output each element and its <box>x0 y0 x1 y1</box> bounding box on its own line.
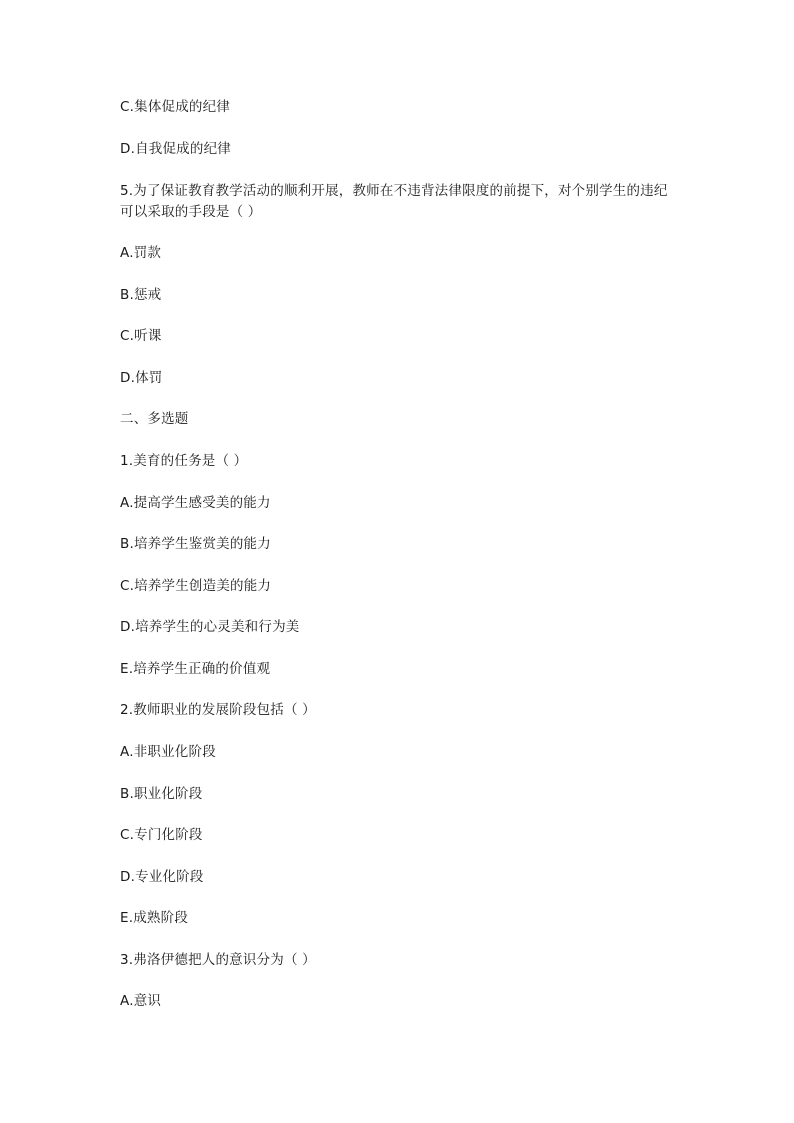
section-heading: 二、多选题 <box>120 411 189 427</box>
option-b-line: B.培养学生鉴赏美的能力 <box>120 536 271 552</box>
option-b-line: B.职业化阶段 <box>120 786 203 802</box>
option-a-line: A.罚款 <box>120 245 162 261</box>
option-b-line: B.惩戒 <box>120 287 162 303</box>
option-a-line: A.提高学生感受美的能力 <box>120 495 271 511</box>
option-c-line: C.听课 <box>120 328 162 344</box>
question-3-stem: 3.弗洛伊德把人的意识分为（ ） <box>120 952 316 968</box>
option-c-line: C.专门化阶段 <box>120 827 203 843</box>
option-e-line: E.培养学生正确的价值观 <box>120 661 271 677</box>
option-e-line: E.成熟阶段 <box>120 910 189 926</box>
option-c-line: C.培养学生创造美的能力 <box>120 578 272 594</box>
question-2-stem: 2.教师职业的发展阶段包括（ ） <box>120 702 316 718</box>
question-5-stem: 5.为了保证教育教学活动的顺利开展，教师在不违背法律限度的前提下，对个别学生的违纪可以采取的手段是（ ） <box>120 183 668 220</box>
option-d-line: D.专业化阶段 <box>120 869 204 885</box>
option-a-line: A.非职业化阶段 <box>120 744 216 760</box>
option-a-line: A.意识 <box>120 993 162 1009</box>
option-d-line: D.体罚 <box>120 370 163 386</box>
option-d-line: D.培养学生的心灵美和行为美 <box>120 619 300 635</box>
option-d-line: D.自我促成的纪律 <box>120 141 231 157</box>
option-c-line: C.集体促成的纪律 <box>120 99 231 115</box>
question-1-stem: 1.美育的任务是（ ） <box>120 453 248 469</box>
